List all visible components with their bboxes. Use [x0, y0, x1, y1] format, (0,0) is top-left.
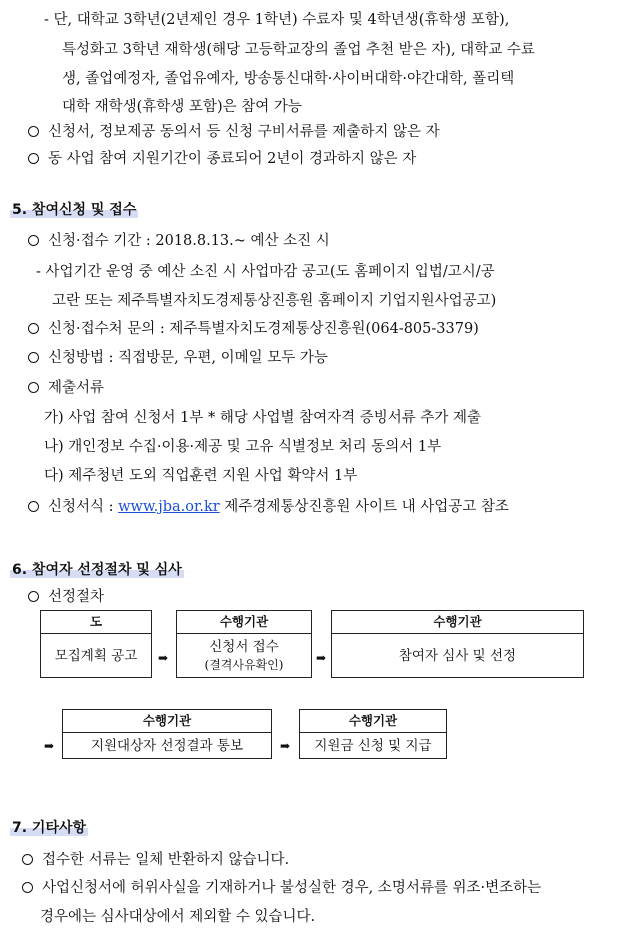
- circle-bullet-icon: [28, 501, 39, 512]
- circle-bullet-icon: [28, 323, 39, 334]
- arrow-right-icon: ➡: [158, 651, 169, 665]
- note-line: 특성화고 3학년 재학생(해당 고등학교장의 졸업 추천 받은 자), 대학교 수료: [62, 42, 535, 58]
- circle-bullet-icon: [28, 153, 39, 164]
- step-body: 모집계획 공고: [54, 648, 138, 664]
- bullet-item: 제출서류: [28, 378, 104, 398]
- bullet-item: 신청·접수 기간 : 2018.8.13.~ 예산 소진 시: [28, 231, 330, 251]
- step-header: 수행기관: [300, 710, 446, 733]
- process-step-box: [176, 610, 312, 678]
- bullet-item: 동 사업 참여 지원기간이 종료되어 2년이 경과하지 않은 자: [28, 149, 416, 169]
- bullet-item: 접수한 서류는 일체 반환하지 않습니다.: [22, 850, 289, 870]
- process-step-box: [331, 610, 584, 678]
- step-header: 수행기관: [177, 611, 311, 634]
- step-body: 지원금 신청 및 지급: [314, 738, 432, 754]
- document-item: 다) 제주청년 도외 직업훈련 지원 사업 확약서 1부: [44, 468, 358, 484]
- circle-bullet-icon: [22, 854, 33, 865]
- bullet-item: 신청·접수처 문의 : 제주특별자치도경제통상진흥원(064-805-3379): [28, 319, 479, 339]
- arrow-right-icon: ➡: [44, 739, 55, 753]
- bullet-item: 선정절차: [28, 587, 104, 607]
- bullet-item: 사업신청서에 허위사실을 기재하거나 불성실한 경우, 소명서류를 위조·변조하는: [22, 878, 541, 898]
- circle-bullet-icon: [28, 382, 39, 393]
- section-heading: 5. 참여신청 및 접수: [12, 202, 137, 218]
- document-item: 가) 사업 참여 신청서 1부 * 해당 사업별 참여자격 증빙서류 추가 제출: [44, 410, 482, 426]
- bullet-item: 신청서, 정보제공 동의서 등 신청 구비서류를 제출하지 않은 자: [28, 122, 440, 142]
- step-header: 수행기관: [332, 611, 583, 634]
- arrow-right-icon: ➡: [316, 651, 327, 665]
- note-line: 대학 재학생(휴학생 포함)은 참여 가능: [62, 99, 302, 115]
- circle-bullet-icon: [28, 235, 39, 246]
- section-heading: 7. 기타사항: [12, 820, 87, 836]
- note-line: 고란 또는 제주특별자치도경제통상진흥원 홈페이지 기업지원사업공고): [52, 293, 497, 309]
- circle-bullet-icon: [28, 591, 39, 602]
- step-header: 수행기관: [63, 710, 271, 733]
- circle-bullet-icon: [28, 126, 39, 137]
- note-line: - 단, 대학교 3학년(2년제인 경우 1학년) 수료자 및 4학년생(휴학생 포함),: [44, 12, 510, 28]
- bullet-item: 신청서식 : www.jba.or.kr 제주경제통상진흥원 사이트 내 사업공고 참조: [28, 497, 509, 517]
- step-body: 참여자 심사 및 선정: [398, 648, 517, 664]
- note-line: - 사업기간 운영 중 예산 소진 시 사업마감 공고(도 홈페이지 입법/고시/공: [36, 264, 495, 280]
- step-body: 신청서 접수 (결격사유확인): [204, 639, 284, 672]
- bullet-item: 신청방법 : 직접방문, 우편, 이메일 모두 가능: [28, 348, 328, 368]
- document-item: 나) 개인정보 수집·이용·제공 및 고유 식별정보 처리 동의서 1부: [44, 439, 442, 455]
- note-line: 경우에는 심사대상에서 제외할 수 있습니다.: [40, 909, 316, 925]
- circle-bullet-icon: [28, 352, 39, 363]
- process-step-box: [299, 709, 447, 759]
- section-heading: 6. 참여자 선정절차 및 심사: [12, 562, 182, 578]
- step-header: 도: [41, 611, 151, 634]
- arrow-right-icon: ➡: [280, 739, 291, 753]
- form-link[interactable]: www.jba.or.kr: [118, 499, 220, 515]
- step-body: 지원대상자 선정결과 통보: [90, 738, 244, 754]
- process-step-box: [62, 709, 272, 759]
- circle-bullet-icon: [22, 882, 33, 893]
- process-step-box: [40, 610, 152, 678]
- note-line: 생, 졸업예정자, 졸업유예자, 방송통신대학·사이버대학·야간대학, 폴리텍: [62, 71, 515, 87]
